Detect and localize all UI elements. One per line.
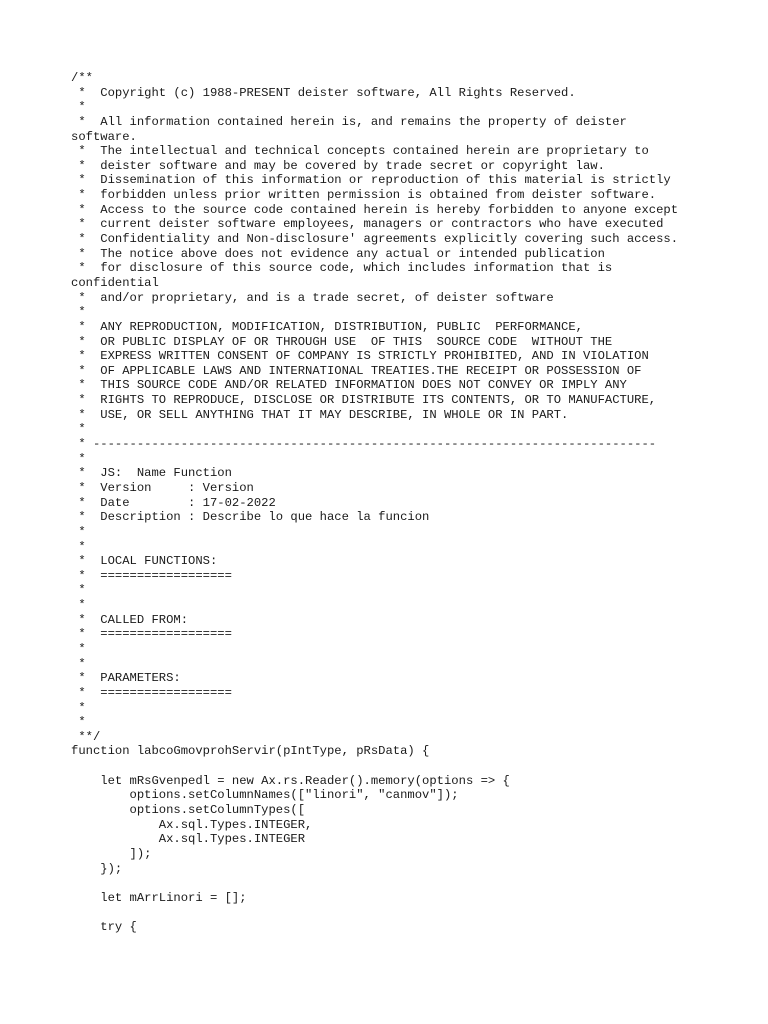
code-line: * OF APPLICABLE LAWS AND INTERNATIONAL TREATIES.THE RECEIPT OR POSSESSION OF xyxy=(71,363,642,378)
code-line: * Dissemination of this information or reproduction of this material is strictly xyxy=(71,173,671,188)
code-line xyxy=(71,759,751,774)
code-line: * forbidden unless prior written permission is obtained from deister software. xyxy=(71,188,657,203)
code-line: * ANY REPRODUCTION, MODIFICATION, DISTRIBUTION, PUBLIC PERFORMANCE, xyxy=(71,319,583,334)
code-line: * All information contained herein is, and remains the property of deister xyxy=(71,114,627,129)
code-line: Ax.sql.Types.INTEGER xyxy=(71,832,306,847)
code-line: * xyxy=(71,422,86,437)
source-code-page xyxy=(71,71,751,935)
code-line: * ================== xyxy=(71,685,232,700)
code-line: * xyxy=(71,598,86,613)
code-line: * LOCAL FUNCTIONS: xyxy=(71,554,218,569)
code-line: * xyxy=(71,700,86,715)
code-line: }); xyxy=(71,861,123,876)
code-line: * xyxy=(71,715,86,730)
code-line: * and/or proprietary, and is a trade secret, of deister software xyxy=(71,290,554,305)
code-line: * The notice above does not evidence any actual or intended publication xyxy=(71,246,605,261)
code-line xyxy=(71,906,751,921)
code-line: let mRsGvenpedl = new Ax.rs.Reader().memory(options => { xyxy=(71,773,510,788)
code-line: * Copyright (c) 1988-PRESENT deister software, All Rights Reserved. xyxy=(71,85,576,100)
code-line: * EXPRESS WRITTEN CONSENT OF COMPANY IS STRICTLY PROHIBITED, AND IN VIOLATION xyxy=(71,349,649,364)
code-line: * Confidentiality and Non-disclosure' agreements explicitly covering such access. xyxy=(71,232,679,247)
code-line: * current deister software employees, managers or contractors who have executed xyxy=(71,217,664,232)
code-line: * Version : Version xyxy=(71,480,254,495)
code-line: * ----------------------------------------------------------------------------- xyxy=(71,437,657,452)
code-line: * xyxy=(71,539,86,554)
code-line: * deister software and may be covered by trade secret or copyright law. xyxy=(71,158,605,173)
code-line: * xyxy=(71,100,86,115)
code-line: confidential xyxy=(71,275,159,290)
code-line xyxy=(71,876,751,891)
code-line: * xyxy=(71,583,86,598)
code-line: * ================== xyxy=(71,568,232,583)
code-line: software. xyxy=(71,129,137,144)
code-line: * ================== xyxy=(71,627,232,642)
code-line: * Access to the source code contained herein is hereby forbidden to anyone except xyxy=(71,202,679,217)
code-line: * Description : Describe lo que hace la funcion xyxy=(71,510,430,525)
code-line: * for disclosure of this source code, which includes information that is xyxy=(71,261,613,276)
code-line: * PARAMETERS: xyxy=(71,671,181,686)
code-line: * RIGHTS TO REPRODUCE, DISCLOSE OR DISTRIBUTE ITS CONTENTS, OR TO MANUFACTURE, xyxy=(71,393,657,408)
code-line: **/ xyxy=(71,729,101,744)
code-line: * The intellectual and technical concepts contained herein are proprietary to xyxy=(71,144,649,159)
code-line: ]); xyxy=(71,846,152,861)
code-line: /** xyxy=(71,71,93,85)
code-line: Ax.sql.Types.INTEGER, xyxy=(71,817,313,832)
code-line: options.setColumnNames(["linori", "canmov"]); xyxy=(71,788,459,803)
code-line: try { xyxy=(71,920,137,935)
code-line: * JS: Name Function xyxy=(71,466,232,481)
code-line: * xyxy=(71,656,86,671)
code-line: * CALLED FROM: xyxy=(71,612,189,627)
code-line: * xyxy=(71,641,86,656)
code-line: * USE, OR SELL ANYTHING THAT IT MAY DESCRIBE, IN WHOLE OR IN PART. xyxy=(71,407,569,422)
code-line: * Date : 17-02-2022 xyxy=(71,495,276,510)
code-line: * xyxy=(71,524,86,539)
code-line: * THIS SOURCE CODE AND/OR RELATED INFORMATION DOES NOT CONVEY OR IMPLY ANY xyxy=(71,378,627,393)
code-line: * xyxy=(71,305,86,320)
code-line: let mArrLinori = []; xyxy=(71,890,247,905)
code-line: options.setColumnTypes([ xyxy=(71,803,306,818)
code-line: * xyxy=(71,451,86,466)
code-line: function labcoGmovprohServir(pIntType, pRsData) { xyxy=(71,744,430,759)
code-line: * OR PUBLIC DISPLAY OF OR THROUGH USE OF THIS SOURCE CODE WITHOUT THE xyxy=(71,334,613,349)
